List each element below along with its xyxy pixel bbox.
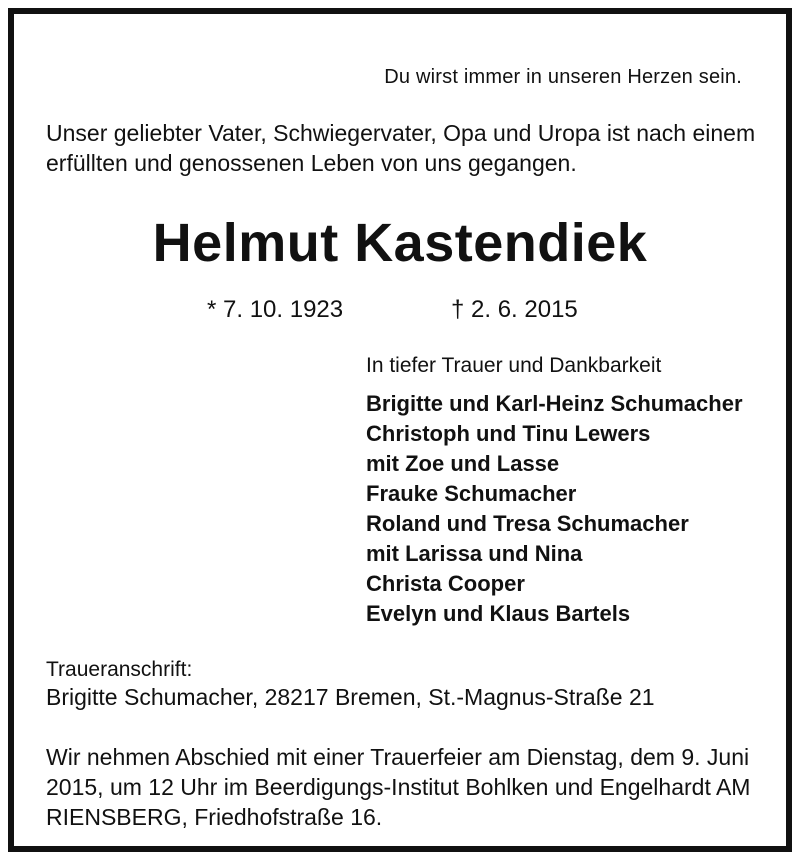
mourner-item: Frauke Schumacher — [366, 481, 577, 506]
address-value: Brigitte Schumacher, 28217 Bremen, St.-Magnus-Straße 21 — [46, 684, 655, 710]
mourner-item: mit Larissa und Nina — [366, 541, 583, 566]
death-date: † 2. 6. 2015 — [451, 296, 578, 323]
mourner-item: Roland und Tresa Schumacher — [366, 511, 689, 536]
mourner-item: Evelyn und Klaus Bartels — [366, 601, 631, 626]
motto: Du wirst immer in unseren Herzen sein. — [384, 66, 742, 88]
birth-date: * 7. 10. 1923 — [207, 296, 344, 323]
farewell-text — [46, 742, 776, 832]
mourner-item: Brigitte und Karl-Heinz Schumacher — [366, 391, 743, 416]
farewell-line: Wir nehmen Abschied mit einer Trauerfeier am Dienstag, dem 9. Juni — [46, 744, 750, 770]
mourner-item: Christa Cooper — [366, 571, 525, 596]
address-label: Traueranschrift: — [46, 658, 193, 681]
farewell-line: RIENSBERG, Friedhofstraße 16. — [46, 804, 383, 830]
mourner-item: Christoph und Tinu Lewers — [366, 421, 651, 446]
intro-line: erfüllten und genossenen Leben von uns gegangen. — [46, 150, 577, 176]
intro-line: Unser geliebter Vater, Schwiegervater, Opa und Uropa ist nach einem — [46, 120, 756, 146]
farewell-line: 2015, um 12 Uhr im Beerdigungs-Institut Bohlken und Engelhardt AM — [46, 774, 751, 800]
mourner-item: mit Zoe und Lasse — [366, 451, 560, 476]
grief-line: In tiefer Trauer und Dankbarkeit — [366, 354, 662, 377]
intro-text — [46, 118, 766, 178]
mourners-list — [366, 389, 743, 629]
obituary-frame — [8, 8, 792, 852]
deceased-name: Helmut Kastendiek — [152, 213, 648, 273]
